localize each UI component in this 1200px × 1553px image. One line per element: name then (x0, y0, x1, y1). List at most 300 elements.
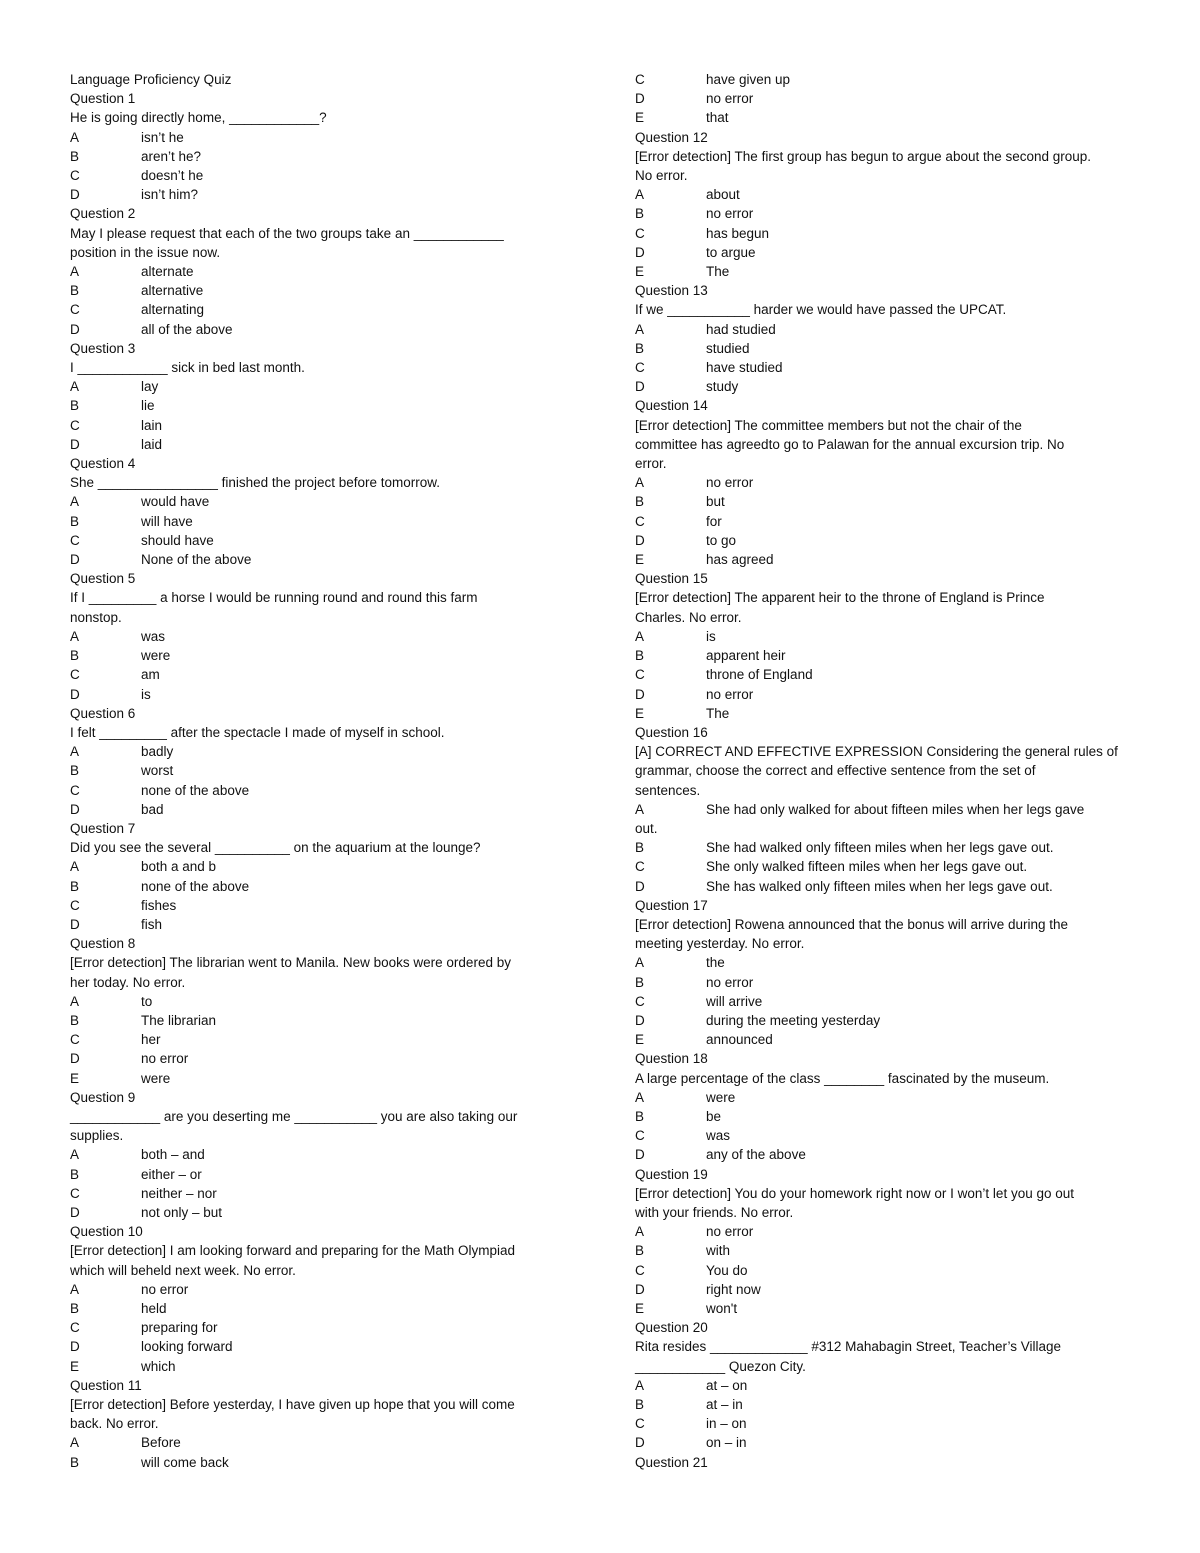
answer-option (635, 1222, 1135, 1241)
option-text: apparent heir (706, 648, 786, 664)
option-text: isn’t he (141, 129, 184, 145)
question-text: He is going directly home, ____________? (70, 110, 327, 126)
option-letter: D (635, 91, 645, 107)
answer-option (635, 1088, 1135, 1107)
option-letter: C (70, 1032, 80, 1048)
option-text: throne of England (706, 667, 813, 683)
option-text: were (141, 1070, 171, 1086)
option-text: The librarian (141, 1012, 217, 1028)
question-heading: Question 8 (70, 936, 136, 952)
question-text: If we ___________ harder we would have passed the UPCAT. (635, 302, 1007, 318)
answer-option (70, 435, 565, 454)
option-text: doesn’t he (141, 168, 204, 184)
left-column (70, 70, 565, 1472)
answer-option (70, 896, 565, 915)
answer-option (70, 742, 565, 761)
option-letter: A (635, 187, 645, 203)
option-text: at – on (706, 1377, 748, 1393)
option-letter: B (635, 974, 645, 990)
option-letter: B (635, 1108, 645, 1124)
option-letter: A (70, 859, 80, 875)
answer-option (70, 1453, 565, 1472)
right-column (635, 70, 1135, 1472)
option-text: aren’t he? (141, 148, 202, 164)
option-letter: B (70, 1166, 80, 1182)
question-heading: Question 15 (635, 571, 708, 587)
option-text: fishes (141, 897, 177, 913)
option-letter: B (635, 494, 645, 510)
answer-option (635, 339, 1135, 358)
option-letter: A (635, 801, 645, 817)
option-letter: E (635, 264, 645, 280)
option-letter: B (70, 398, 80, 414)
answer-option (70, 128, 565, 147)
option-text: should have (141, 532, 214, 548)
answer-option (635, 665, 1135, 684)
option-text: right now (706, 1281, 761, 1297)
answer-option (635, 1011, 1135, 1030)
question-text: position in the issue now. (70, 244, 221, 260)
option-letter: A (635, 475, 645, 491)
option-text: Before (141, 1435, 181, 1451)
answer-option (70, 1165, 565, 1184)
option-letter: C (70, 1320, 80, 1336)
option-text: preparing for (141, 1320, 218, 1336)
answer-option (635, 550, 1135, 569)
question-text: A large percentage of the class ________ fascinated by the museum. (635, 1070, 1050, 1086)
question-heading: Question 19 (635, 1166, 708, 1182)
answer-option (635, 320, 1135, 339)
answer-option (70, 185, 565, 204)
option-text: has agreed (706, 552, 774, 568)
option-text: laid (141, 436, 163, 452)
answer-option (635, 224, 1135, 243)
option-letter: C (635, 1416, 645, 1432)
answer-option (635, 1433, 1135, 1452)
question-heading: Question 2 (70, 206, 136, 222)
option-letter: B (635, 1397, 645, 1413)
question-heading: Question 13 (635, 283, 708, 299)
answer-option (635, 973, 1135, 992)
option-letter: C (70, 1185, 80, 1201)
option-letter: D (635, 1435, 645, 1451)
answer-option (70, 377, 565, 396)
option-letter: C (70, 782, 80, 798)
option-letter: B (635, 840, 645, 856)
option-text: both – and (141, 1147, 205, 1163)
answer-option (70, 262, 565, 281)
question-heading: Question 20 (635, 1320, 708, 1336)
question-heading: Question 6 (70, 705, 136, 721)
option-letter: C (70, 302, 80, 318)
option-letter: C (635, 993, 645, 1009)
option-letter: B (70, 648, 80, 664)
question-text: I felt _________ after the spectacle I made of myself in school. (70, 724, 445, 740)
option-text: was (706, 1128, 731, 1144)
answer-option (635, 1126, 1135, 1145)
page-title: Language Proficiency Quiz (70, 72, 232, 87)
answer-option (70, 1069, 565, 1088)
option-text: during the meeting yesterday (706, 1012, 881, 1028)
question-text: [Error detection] The committee members but not the chair of the (635, 417, 1022, 433)
option-text: announced (706, 1032, 773, 1048)
answer-option (635, 838, 1135, 857)
option-letter: A (635, 1224, 645, 1240)
option-letter: B (70, 513, 80, 529)
question-text: I ____________ sick in bed last month. (70, 360, 305, 376)
option-text: any of the above (706, 1147, 806, 1163)
answer-option (70, 147, 565, 166)
question-heading: Question 5 (70, 571, 136, 587)
question-text: [A] CORRECT AND EFFECTIVE EXPRESSION Considering the general rules of (635, 744, 1118, 760)
answer-option (635, 992, 1135, 1011)
answer-option (635, 108, 1135, 127)
answer-option (635, 857, 1135, 876)
option-text: no error (706, 974, 754, 990)
option-text: lie (141, 398, 155, 414)
option-letter: A (635, 955, 645, 971)
question-text: sentences. (635, 782, 701, 798)
answer-option (70, 281, 565, 300)
answer-option (635, 1280, 1135, 1299)
option-text: held (141, 1301, 167, 1316)
answer-option (635, 473, 1135, 492)
option-text: was (141, 628, 166, 644)
option-letter: D (70, 321, 80, 337)
option-text: in – on (706, 1416, 747, 1432)
option-letter: A (70, 264, 80, 280)
option-text: has begun (706, 225, 770, 241)
question-text: grammar, choose the correct and effective sentence from the set of (635, 763, 1036, 779)
question-heading: Question 4 (70, 456, 136, 472)
question-heading: Question 1 (70, 91, 136, 107)
option-text: either – or (141, 1166, 202, 1182)
option-letter: D (70, 436, 80, 452)
option-letter: D (635, 878, 645, 894)
question-text: her today. No error. (70, 974, 186, 990)
answer-option (635, 243, 1135, 262)
question-text: meeting yesterday. No error. (635, 936, 805, 952)
option-letter: A (70, 744, 80, 760)
option-letter: B (635, 206, 645, 222)
option-text: no error (141, 1051, 189, 1067)
answer-option (70, 800, 565, 819)
answer-option (635, 1107, 1135, 1126)
question-text: [Error detection] The librarian went to Manila. New books were ordered by (70, 955, 511, 971)
answer-option (635, 89, 1135, 108)
option-text: is (706, 628, 716, 644)
option-letter: C (635, 513, 645, 529)
answer-option (70, 1337, 565, 1356)
option-text: would have (141, 494, 210, 510)
option-text: to go (706, 532, 737, 548)
answer-option (70, 1280, 565, 1299)
answer-option (70, 1184, 565, 1203)
answer-option (635, 70, 1135, 89)
option-letter: A (70, 1435, 80, 1451)
option-text: at – in (706, 1397, 743, 1413)
option-letter: C (635, 1262, 645, 1278)
question-text: ____________ are you deserting me ___________ you are also taking our (70, 1108, 518, 1124)
answer-option (70, 512, 565, 531)
answer-option (635, 1030, 1135, 1049)
option-letter: D (70, 1051, 80, 1067)
question-text: error. (635, 456, 667, 472)
option-letter: A (635, 321, 645, 337)
question-text: [Error detection] The first group has begun to argue about the second group. (635, 148, 1092, 164)
option-letter: B (70, 1301, 80, 1316)
option-text: have given up (706, 72, 791, 87)
option-text: for (706, 513, 722, 529)
answer-option (635, 1414, 1135, 1433)
answer-option (635, 531, 1135, 550)
answer-option (635, 800, 1135, 819)
option-letter: E (635, 1032, 645, 1048)
option-text: to (141, 993, 153, 1009)
question-heading: Question 10 (70, 1224, 143, 1240)
option-letter: A (70, 1147, 80, 1163)
option-letter: B (635, 340, 645, 356)
option-text: all of the above (141, 321, 233, 337)
option-text: alternating (141, 302, 205, 318)
answer-option (70, 531, 565, 550)
option-letter: B (70, 148, 80, 164)
option-letter: A (70, 628, 80, 644)
option-text: which (141, 1358, 176, 1374)
option-letter: C (635, 667, 645, 683)
option-text: have studied (706, 360, 783, 376)
option-letter: D (635, 1012, 645, 1028)
answer-option (635, 1395, 1135, 1414)
option-letter: D (70, 552, 80, 568)
option-letter: D (635, 244, 645, 260)
option-letter: B (635, 648, 645, 664)
option-text: not only – but (141, 1204, 223, 1220)
question-text: supplies. (70, 1128, 124, 1144)
question-text: If I _________ a horse I would be running round and round this farm (70, 590, 478, 606)
option-text: be (706, 1108, 722, 1124)
question-text: [Error detection] I am looking forward and preparing for the Math Olympiad (70, 1243, 515, 1259)
option-letter: C (70, 532, 80, 548)
option-text: no error (706, 206, 754, 222)
question-text: [Error detection] You do your homework right now or I won’t let you go out (635, 1185, 1074, 1201)
option-text: am (141, 667, 160, 683)
question-text: which will beheld next week. No error. (70, 1262, 296, 1278)
option-text: no error (706, 91, 754, 107)
option-letter: D (70, 1339, 80, 1355)
answer-option (70, 320, 565, 339)
option-text: none of the above (141, 782, 250, 798)
question-heading: Question 14 (635, 398, 708, 414)
option-letter: C (70, 667, 80, 683)
answer-option (635, 953, 1135, 972)
answer-option (70, 877, 565, 896)
option-letter: B (70, 1012, 80, 1028)
option-text: study (706, 379, 739, 395)
option-text: will have (141, 513, 193, 529)
question-text: nonstop. (70, 609, 122, 625)
option-text: on – in (706, 1435, 747, 1451)
question-text: [Error detection] The apparent heir to the throne of England is Prince (635, 590, 1045, 606)
answer-option (70, 492, 565, 511)
answer-option (70, 1433, 565, 1452)
answer-option (70, 1030, 565, 1049)
answer-option (70, 300, 565, 319)
answer-option (70, 1203, 565, 1222)
option-letter: D (70, 686, 80, 702)
option-text: no error (706, 1224, 754, 1240)
option-letter: D (70, 187, 80, 203)
option-letter: E (70, 1070, 80, 1086)
option-text: fish (141, 916, 163, 932)
option-letter: D (70, 801, 80, 817)
question-heading: Question 9 (70, 1089, 136, 1105)
option-text: badly (141, 744, 174, 760)
answer-option (635, 185, 1135, 204)
option-letter: D (70, 916, 80, 932)
option-letter: D (70, 1204, 80, 1220)
question-heading: Question 18 (635, 1051, 708, 1067)
answer-option (635, 1299, 1135, 1318)
option-letter: C (70, 168, 80, 184)
option-text: with (706, 1243, 731, 1259)
option-text: isn’t him? (141, 187, 199, 203)
question-text: ____________ Quezon City. (635, 1358, 806, 1374)
option-letter: E (70, 1358, 80, 1374)
question-heading: Question 3 (70, 340, 136, 356)
answer-option (70, 781, 565, 800)
option-letter: B (70, 763, 80, 779)
answer-option (70, 1011, 565, 1030)
answer-option (635, 262, 1135, 281)
option-letter: E (635, 110, 645, 126)
option-letter: A (70, 1281, 80, 1297)
answer-option (70, 550, 565, 569)
question-text: committee has agreedto go to Palawan for the annual excursion trip. No (635, 436, 1065, 452)
question-text: Charles. No error. (635, 609, 742, 625)
question-text: May I please request that each of the two groups take an ____________ (70, 225, 504, 241)
option-text: both a and b (141, 859, 217, 875)
answer-option (635, 646, 1135, 665)
answer-option (70, 627, 565, 646)
option-text: to argue (706, 244, 756, 260)
option-text: bad (141, 801, 164, 817)
option-text: She had walked only fifteen miles when her legs gave out. (706, 840, 1054, 856)
option-letter: A (70, 379, 80, 395)
option-text: neither – nor (141, 1185, 217, 1201)
option-text: alternate (141, 264, 194, 280)
option-text: She only walked fifteen miles when her legs gave out. (706, 859, 1028, 875)
answer-option (635, 512, 1135, 531)
option-text: that (706, 110, 729, 126)
answer-option (635, 377, 1135, 396)
option-text: lain (141, 417, 163, 433)
option-text: were (706, 1089, 736, 1105)
option-text: The (706, 705, 730, 721)
answer-option (635, 877, 1135, 896)
option-letter: C (635, 859, 645, 875)
option-text: had studied (706, 321, 776, 337)
option-text: but (706, 494, 725, 510)
answer-option (635, 1241, 1135, 1260)
answer-option (70, 1049, 565, 1068)
answer-option (70, 166, 565, 185)
question-text: with your friends. No error. (635, 1204, 794, 1220)
question-heading: Question 21 (635, 1454, 708, 1470)
answer-option (635, 704, 1135, 723)
question-text: Rita resides _____________ #312 Mahabagin Street, Teacher’s Village (635, 1339, 1062, 1355)
option-letter: C (635, 72, 645, 87)
answer-option (635, 1376, 1135, 1395)
answer-option (70, 857, 565, 876)
option-text: lay (141, 379, 159, 395)
option-letter: C (635, 225, 645, 241)
option-text: None of the above (141, 552, 252, 568)
option-letter: A (635, 1377, 645, 1393)
option-text: worst (141, 763, 174, 779)
option-letter: E (635, 705, 645, 721)
option-letter: B (70, 283, 80, 299)
option-letter: C (635, 360, 645, 376)
question-text: She ________________ finished the project before tomorrow. (70, 475, 441, 491)
option-text: looking forward (141, 1339, 233, 1355)
option-letter: E (635, 552, 645, 568)
option-letter: D (635, 1147, 645, 1163)
answer-option (70, 396, 565, 415)
option-text: is (141, 686, 151, 702)
answer-option (70, 1357, 565, 1376)
option-text: will come back (141, 1454, 229, 1470)
question-heading: Question 12 (635, 129, 708, 145)
option-letter: E (635, 1301, 645, 1316)
option-text: none of the above (141, 878, 250, 894)
answer-option (70, 416, 565, 435)
option-text: will arrive (706, 993, 763, 1009)
answer-option (70, 761, 565, 780)
option-text: She had only walked for about fifteen miles when her legs gave (706, 801, 1085, 817)
option-text: alternative (141, 283, 204, 299)
option-letter: A (70, 494, 80, 510)
option-letter: B (635, 1243, 645, 1259)
option-text: no error (706, 686, 754, 702)
option-letter: D (635, 532, 645, 548)
option-text: You do (706, 1262, 748, 1278)
option-text: the (706, 955, 725, 971)
answer-option (70, 1299, 565, 1318)
answer-option (70, 665, 565, 684)
answer-option (70, 1145, 565, 1164)
option-letter: D (635, 686, 645, 702)
answer-option (635, 685, 1135, 704)
option-letter: C (70, 417, 80, 433)
answer-option (635, 492, 1135, 511)
question-heading: Question 17 (635, 897, 708, 913)
option-letter: B (70, 1454, 80, 1470)
answer-option (70, 646, 565, 665)
question-text: back. No error. (70, 1416, 159, 1432)
option-letter: A (635, 628, 645, 644)
option-letter: D (635, 1281, 645, 1297)
option-letter: D (635, 379, 645, 395)
answer-option (635, 1145, 1135, 1164)
option-text: She has walked only fifteen miles when her legs gave out. (706, 878, 1053, 894)
question-text: [Error detection] Before yesterday, I have given up hope that you will come (70, 1397, 515, 1413)
option-text: won't (706, 1301, 738, 1316)
option-letter: C (70, 897, 80, 913)
option-letter: A (70, 993, 80, 1009)
answer-option (70, 685, 565, 704)
option-letter: C (635, 1128, 645, 1144)
